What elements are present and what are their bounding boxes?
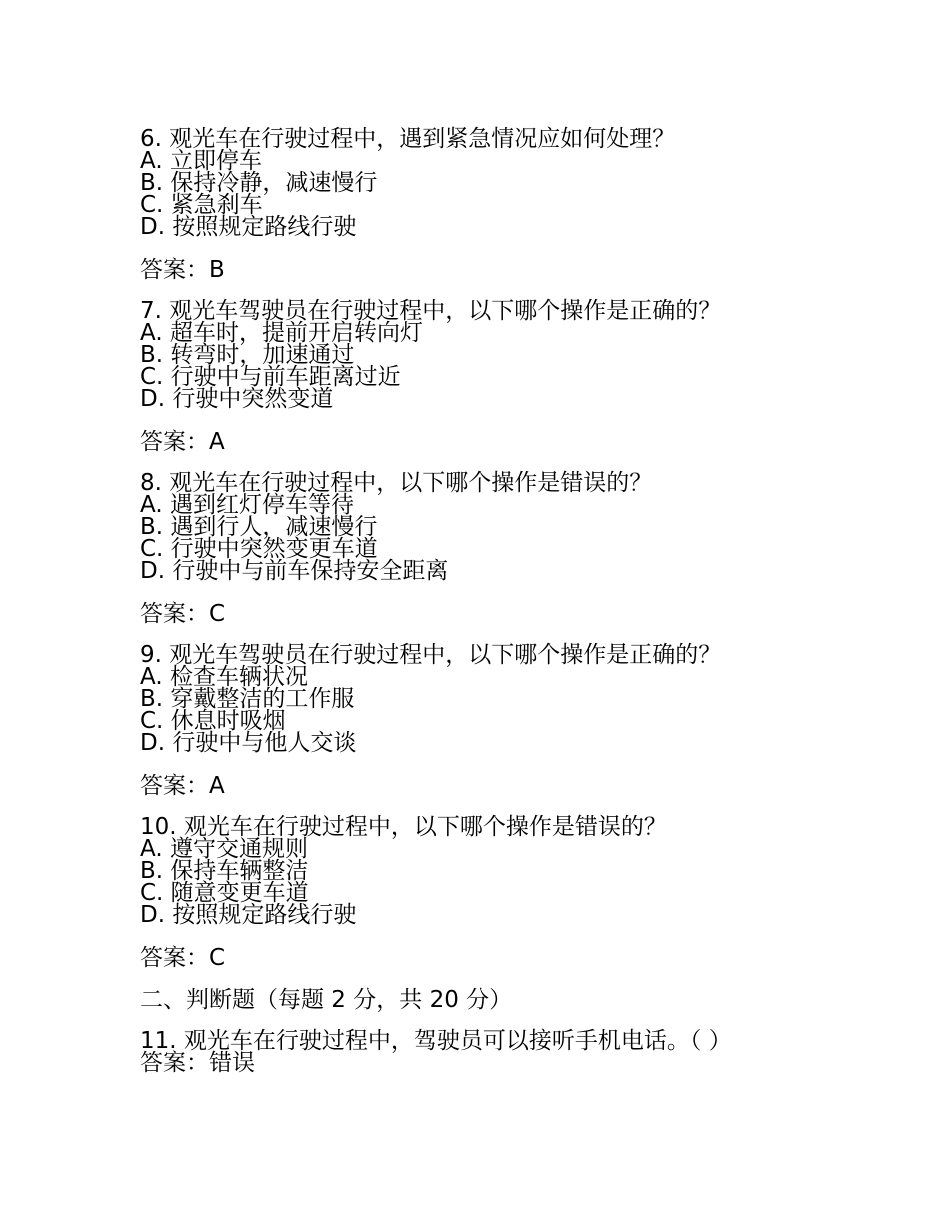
question-stem: 11. 观光车在行驶过程中，驾驶员可以接听手机电话。（ ） [140, 1028, 732, 1054]
section-heading-true-false: 二、判断题（每题 2 分，共 20 分） [140, 987, 513, 1013]
option-d: D. 按照规定路线行驶 [140, 214, 357, 240]
question-stem: 9. 观光车驾驶员在行驶过程中，以下哪个操作是正确的？ [140, 642, 722, 668]
option-b: B. 遇到行人，减速慢行 [140, 514, 378, 540]
answer-text: 答案：C [140, 601, 226, 627]
option-a: A. 遇到红灯停车等待 [140, 492, 354, 518]
question-stem: 8. 观光车在行驶过程中，以下哪个操作是错误的？ [140, 470, 653, 496]
option-c: C. 行驶中与前车距离过近 [140, 364, 401, 390]
option-d: D. 行驶中突然变道 [140, 386, 334, 412]
question-6 [140, 128, 920, 282]
option-b: B. 保持车辆整洁 [140, 858, 309, 884]
question-stem: 10. 观光车在行驶过程中，以下哪个操作是错误的？ [140, 814, 667, 840]
option-a: A. 超车时，提前开启转向灯 [140, 320, 423, 346]
option-c: C. 随意变更车道 [140, 880, 309, 906]
document-page [140, 128, 920, 1074]
question-8 [140, 472, 920, 626]
option-b: B. 保持冷静，减速慢行 [140, 170, 378, 196]
answer-text: 答案：A [140, 773, 225, 799]
option-a: A. 立即停车 [140, 148, 262, 174]
option-b: B. 转弯时，加速通过 [140, 342, 355, 368]
answer-text: 答案：C [140, 945, 226, 971]
option-d: D. 按照规定路线行驶 [140, 902, 357, 928]
answer-text: 答案：B [140, 257, 225, 283]
question-7 [140, 300, 920, 454]
question-9 [140, 644, 920, 798]
question-stem: 7. 观光车驾驶员在行驶过程中，以下哪个操作是正确的？ [140, 298, 722, 324]
answer-text: 答案：错误 [140, 1050, 255, 1076]
question-10 [140, 816, 920, 970]
option-a: A. 检查车辆状况 [140, 664, 308, 690]
option-d: D. 行驶中与前车保持安全距离 [140, 558, 449, 584]
question-stem: 6. 观光车在行驶过程中，遇到紧急情况应如何处理？ [140, 126, 676, 152]
option-d: D. 行驶中与他人交谈 [140, 730, 357, 756]
option-c: C. 紧急刹车 [140, 192, 263, 218]
option-b: B. 穿戴整洁的工作服 [140, 686, 355, 712]
option-a: A. 遵守交通规则 [140, 836, 308, 862]
option-c: C. 行驶中突然变更车道 [140, 536, 378, 562]
option-c: C. 休息时吸烟 [140, 708, 286, 734]
answer-text: 答案：A [140, 429, 225, 455]
question-11 [140, 1030, 920, 1074]
